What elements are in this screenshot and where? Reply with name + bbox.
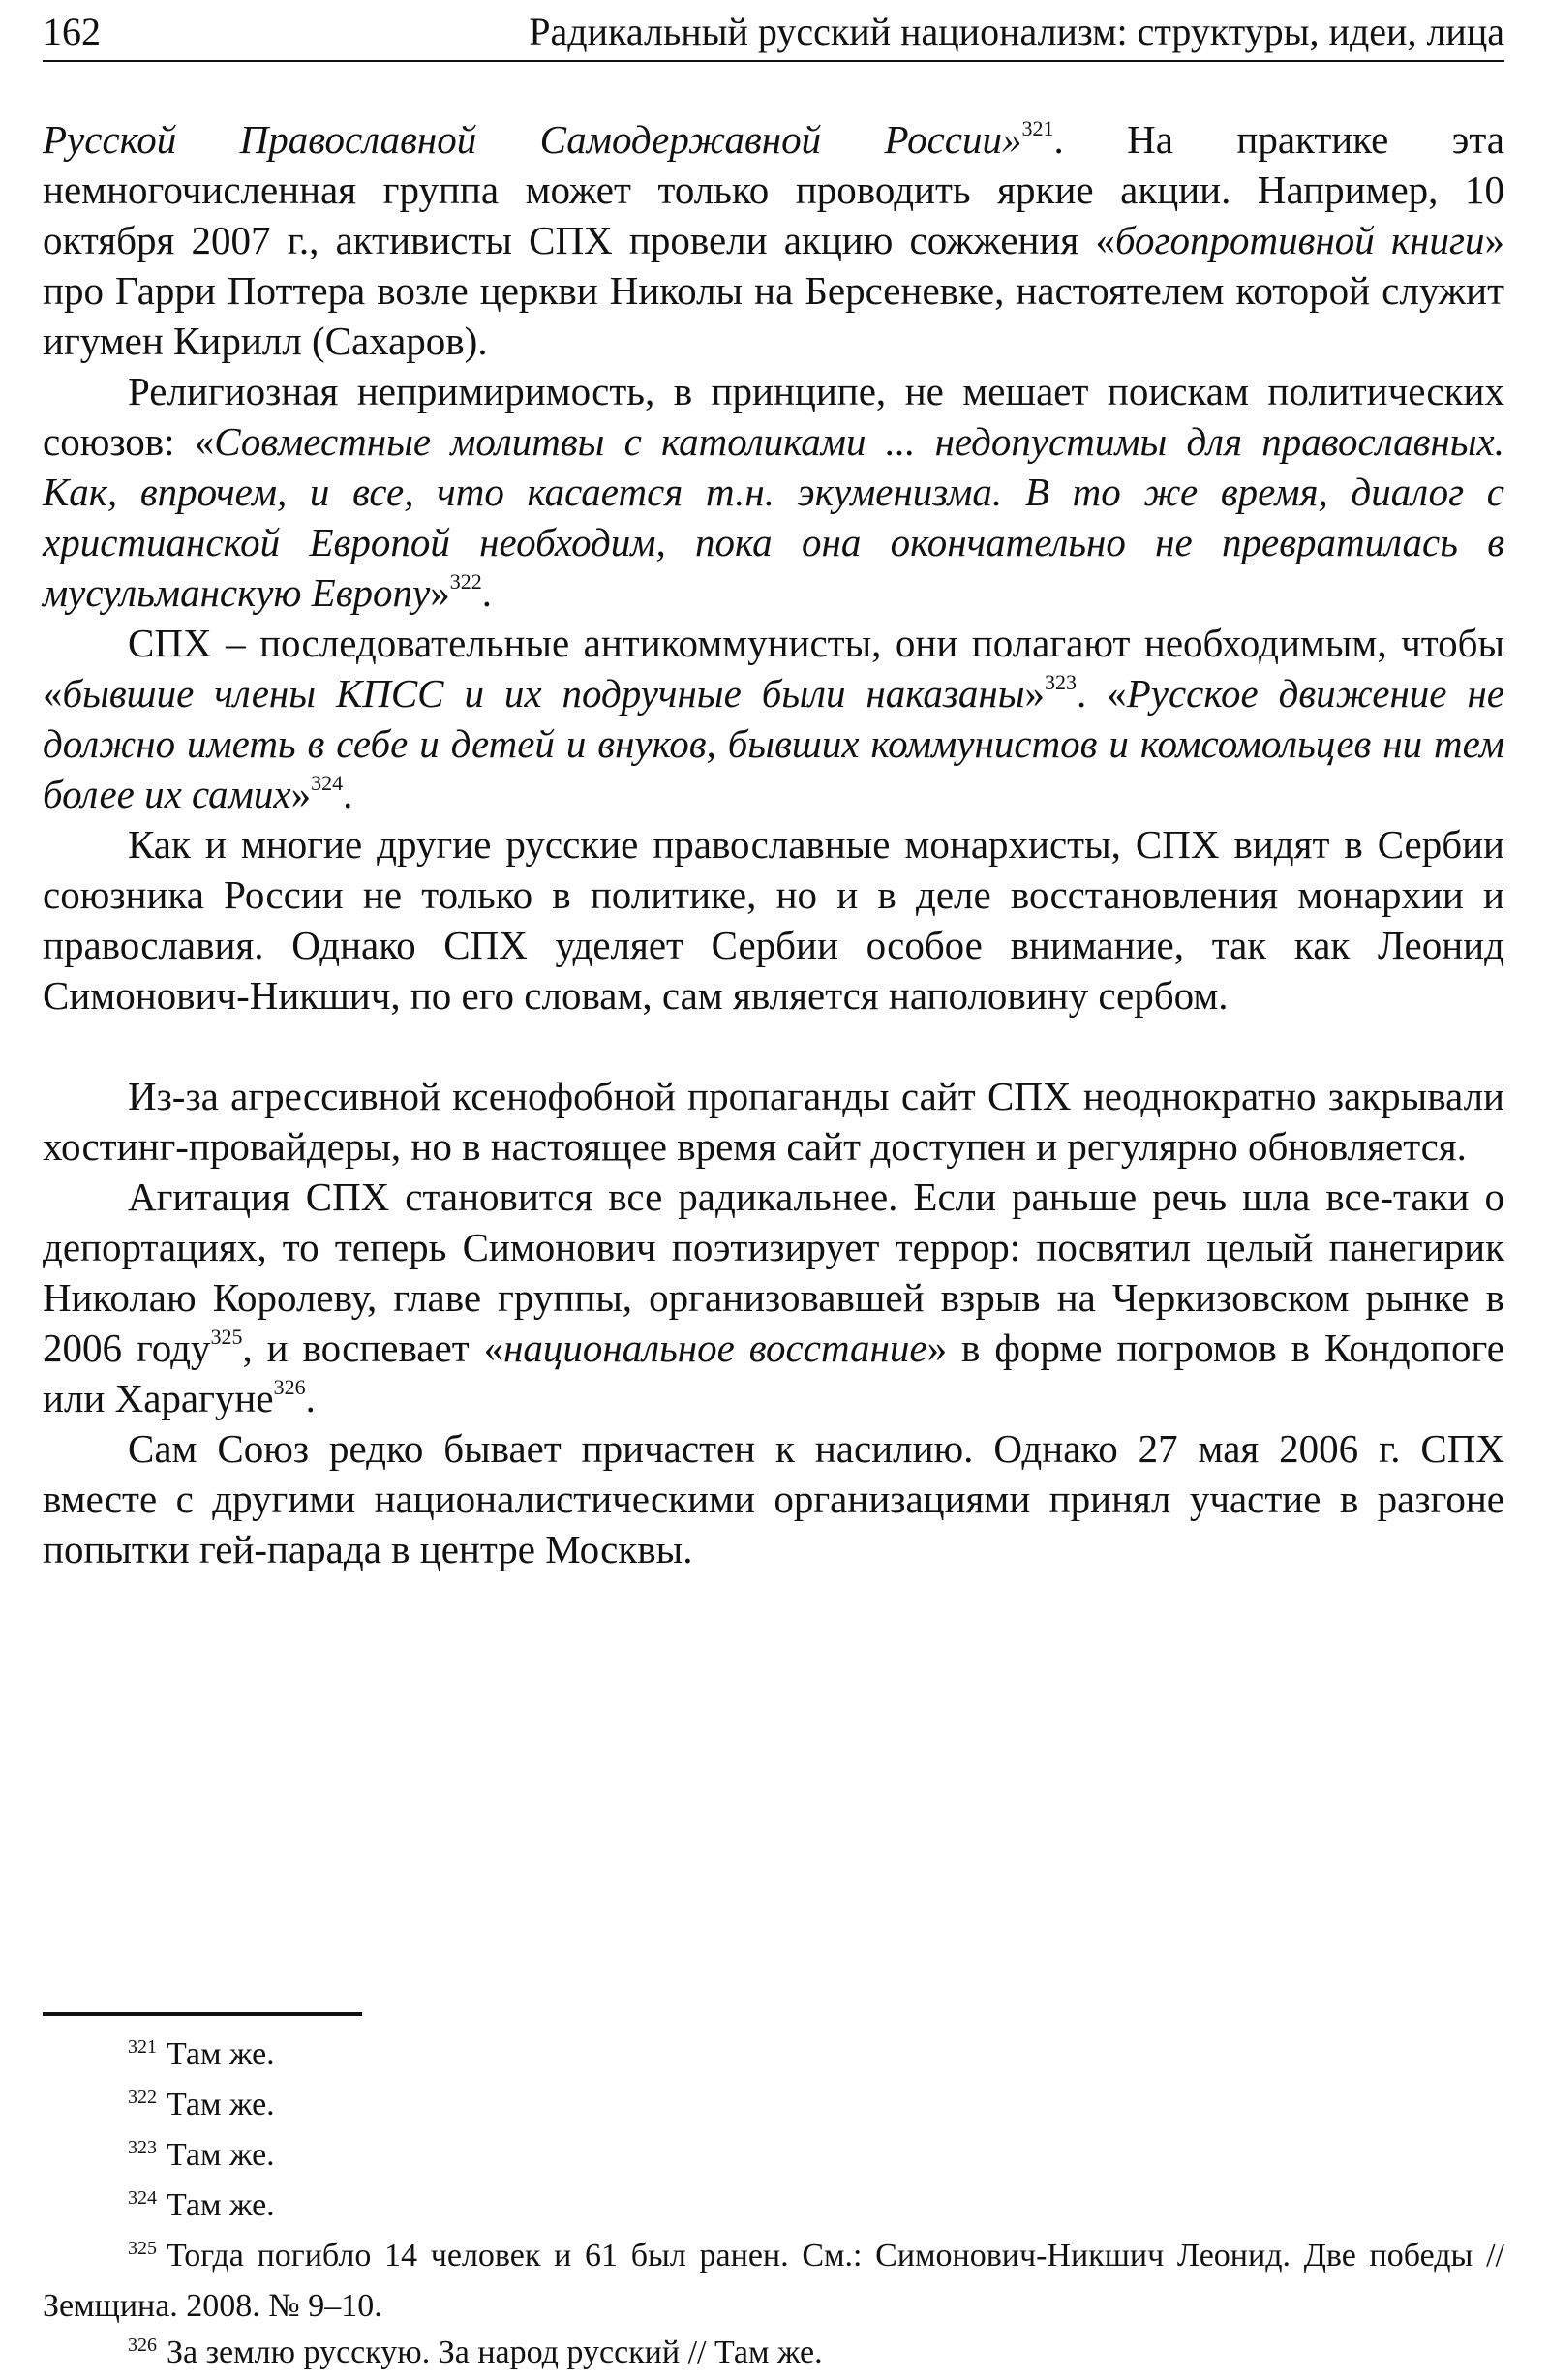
paragraph-text: Религиозная непримиримость, в принципе, не мешает поискам политических союзов: «	[43, 369, 1504, 464]
paragraph-text: »	[430, 570, 450, 615]
italic-quote: бывшие члены КПСС и их подручные были наказаны	[62, 671, 1025, 716]
footnote-ref[interactable]: 325	[210, 1325, 243, 1349]
page-header	[43, 4, 1504, 60]
paragraph-text: СПХ – последовательные антикоммунисты, они полагают необходимым, чтобы «	[43, 621, 1504, 716]
footnote-number: 323	[128, 2137, 157, 2158]
footnote-text: Там же.	[167, 2036, 275, 2072]
paragraph-text: Сам Союз редко бывает причастен к насилию. Однако 27 мая 2006 г. СПХ вместе с другими националистическими организациями принял участие в разгоне попытки гей-парада в центре Москвы.	[43, 1426, 1504, 1571]
footnote-ref[interactable]: 323	[1045, 670, 1078, 694]
paragraph	[43, 366, 1504, 618]
paragraph-text: .	[305, 1376, 316, 1420]
footnote-number: 325	[128, 2238, 157, 2259]
paragraph-text: » про Гарри Поттера возле церкви Николы на Берсеневке, настоятелем которой служит игумен Кирилл (Сахаров).	[43, 218, 1504, 363]
paragraph-text: , и воспевает «	[242, 1326, 504, 1370]
paragraph-text: Из-за агрессивной ксенофобной пропаганды сайт СПХ неоднократно закрывали хостинг-провайдеры, но в настоящее время сайт доступен и регулярно обновляется.	[43, 1074, 1504, 1169]
paragraph-text: .	[343, 772, 353, 816]
running-title: Радикальный русский национализм: структуры, идеи, лица	[529, 10, 1504, 53]
footnote	[43, 2132, 1504, 2182]
paragraph-text: Агитация СПХ становится все радикальнее. Если раньше речь шла все-таки о депортациях, то теперь Симонович поэтизирует террор: посвятил целый панегирик Николаю Королеву, главе группы, организовавшей взрыв на Черкизовском рынке в 2006 году	[43, 1175, 1504, 1370]
footnote-ref[interactable]: 322	[449, 569, 482, 594]
italic-quote: Русское движение не должно иметь в себе и детей и внуков, бывших коммунистов и комсомольцев ни тем более их самих	[43, 671, 1504, 816]
body-text	[43, 114, 1504, 1574]
italic-quote: Совместные молитвы с католиками ... недопустимы для православных. Как, впрочем, и все, что касается т.н. экуменизма. В то же время, диалог с христианской Европой необходим, пока она окончательно не превратилась в мусульманскую Европу	[43, 419, 1504, 615]
footnote	[43, 2031, 1504, 2082]
footnote	[43, 2233, 1504, 2330]
paragraph-text: »	[1024, 671, 1046, 716]
footnote	[43, 2330, 1504, 2380]
footnote-rule	[43, 2012, 362, 2016]
paragraph	[43, 1423, 1504, 1574]
footnote-ref[interactable]: 326	[273, 1375, 306, 1399]
paragraph-text: » в форме погромов в Кондопоге или Харагуне	[43, 1326, 1504, 1420]
paragraph-text: . «	[1077, 671, 1127, 716]
footnote-text: Там же.	[167, 2187, 275, 2223]
italic-quote: богопротивной книги	[1114, 218, 1485, 262]
footnote-number: 322	[128, 2087, 157, 2108]
paragraph	[43, 819, 1504, 1021]
italic-quote: национальное восстание	[503, 1326, 927, 1370]
footnote-text: Там же.	[167, 2137, 275, 2173]
page-number: 162	[43, 10, 101, 53]
italic-quote: Русской Православной Самодержавной России»	[43, 117, 1022, 162]
footnotes	[43, 2031, 1504, 2380]
paragraph	[43, 618, 1504, 819]
footnote-number: 326	[128, 2334, 157, 2356]
footnote-number: 321	[128, 2036, 157, 2058]
paragraph	[43, 114, 1504, 366]
paragraph-text: Как и многие другие русские православные монархисты, СПХ видят в Сербии союзника России не только в политике, но и в деле восстановления монархии и православия. Однако СПХ уделяет Сербии особое внимание, так как Леонид Симонович-Никшич, по его словам, сам является наполовину сербом.	[43, 822, 1504, 1018]
paragraph	[43, 1172, 1504, 1423]
footnote-text: Там же.	[167, 2087, 275, 2122]
footnote	[43, 2182, 1504, 2233]
header-rule	[43, 60, 1504, 62]
footnote-number: 324	[128, 2187, 157, 2209]
footnote-text: Тогда погибло 14 человек и 61 был ранен. См.: Симонович-Никшич Леонид. Две победы // Земщина. 2008. № 9–10.	[43, 2238, 1504, 2324]
paragraph-text: »	[290, 772, 312, 816]
footnote	[43, 2082, 1504, 2132]
footnote-ref[interactable]: 321	[1021, 116, 1054, 140]
footnote-text: За землю русскую. За народ русский // Там же.	[167, 2334, 823, 2370]
paragraph-text: . На практике эта немногочисленная группа может только проводить яркие акции. Например, 10 октября 2007 г., активисты СПХ провели акцию сожжения «	[43, 117, 1504, 262]
paragraph	[43, 1071, 1504, 1172]
footnote-ref[interactable]: 324	[311, 771, 344, 795]
paragraph-text: .	[481, 570, 492, 615]
